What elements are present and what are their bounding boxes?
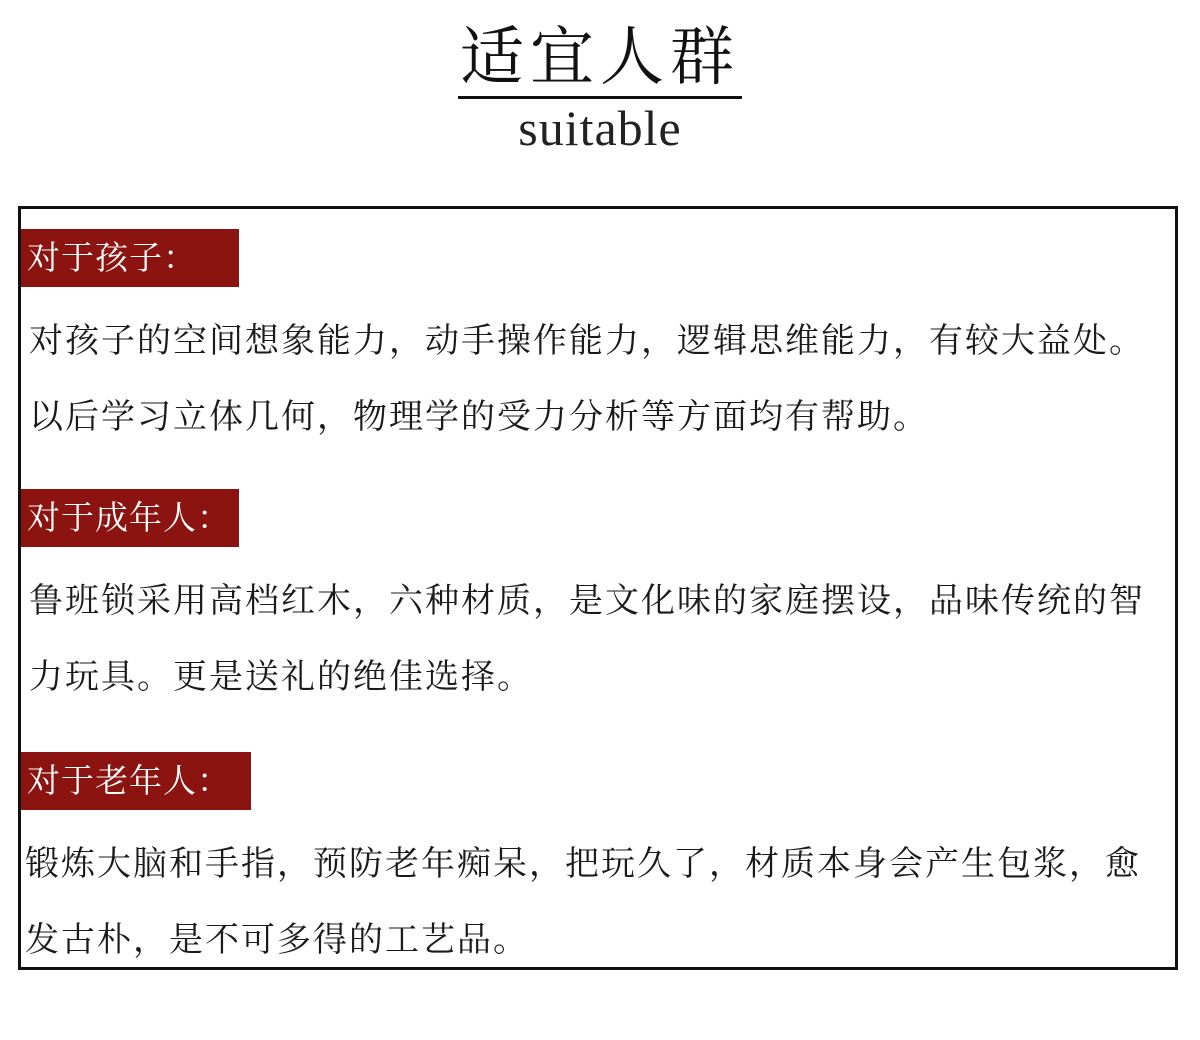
section-text-children: 对孩子的空间想象能力，动手操作能力，逻辑思维能力，有较大益处。以后学习立体几何，物理学的受力分析等方面均有帮助。 <box>29 321 1145 437</box>
section-children <box>21 229 1175 455</box>
page-title: 适宜人群 <box>458 22 742 99</box>
section-label-children: 对于孩子： <box>21 229 239 287</box>
content-box <box>18 206 1178 970</box>
page-header <box>0 22 1200 155</box>
section-adults <box>21 489 1175 715</box>
section-elderly <box>21 752 1175 978</box>
section-label-elderly: 对于老年人： <box>21 752 251 810</box>
section-text-adults: 鲁班锁采用高档红木，六种材质，是文化味的家庭摆设，品味传统的智力玩具。更是送礼的绝佳选择。 <box>29 581 1145 697</box>
section-label-adults: 对于成年人： <box>21 489 239 547</box>
page-subtitle: suitable <box>518 100 682 156</box>
section-text-elderly: 锻炼大脑和手指，预防老年痴呆，把玩久了，材质本身会产生包浆，愈发古朴，是不可多得的工艺品。 <box>25 844 1141 960</box>
